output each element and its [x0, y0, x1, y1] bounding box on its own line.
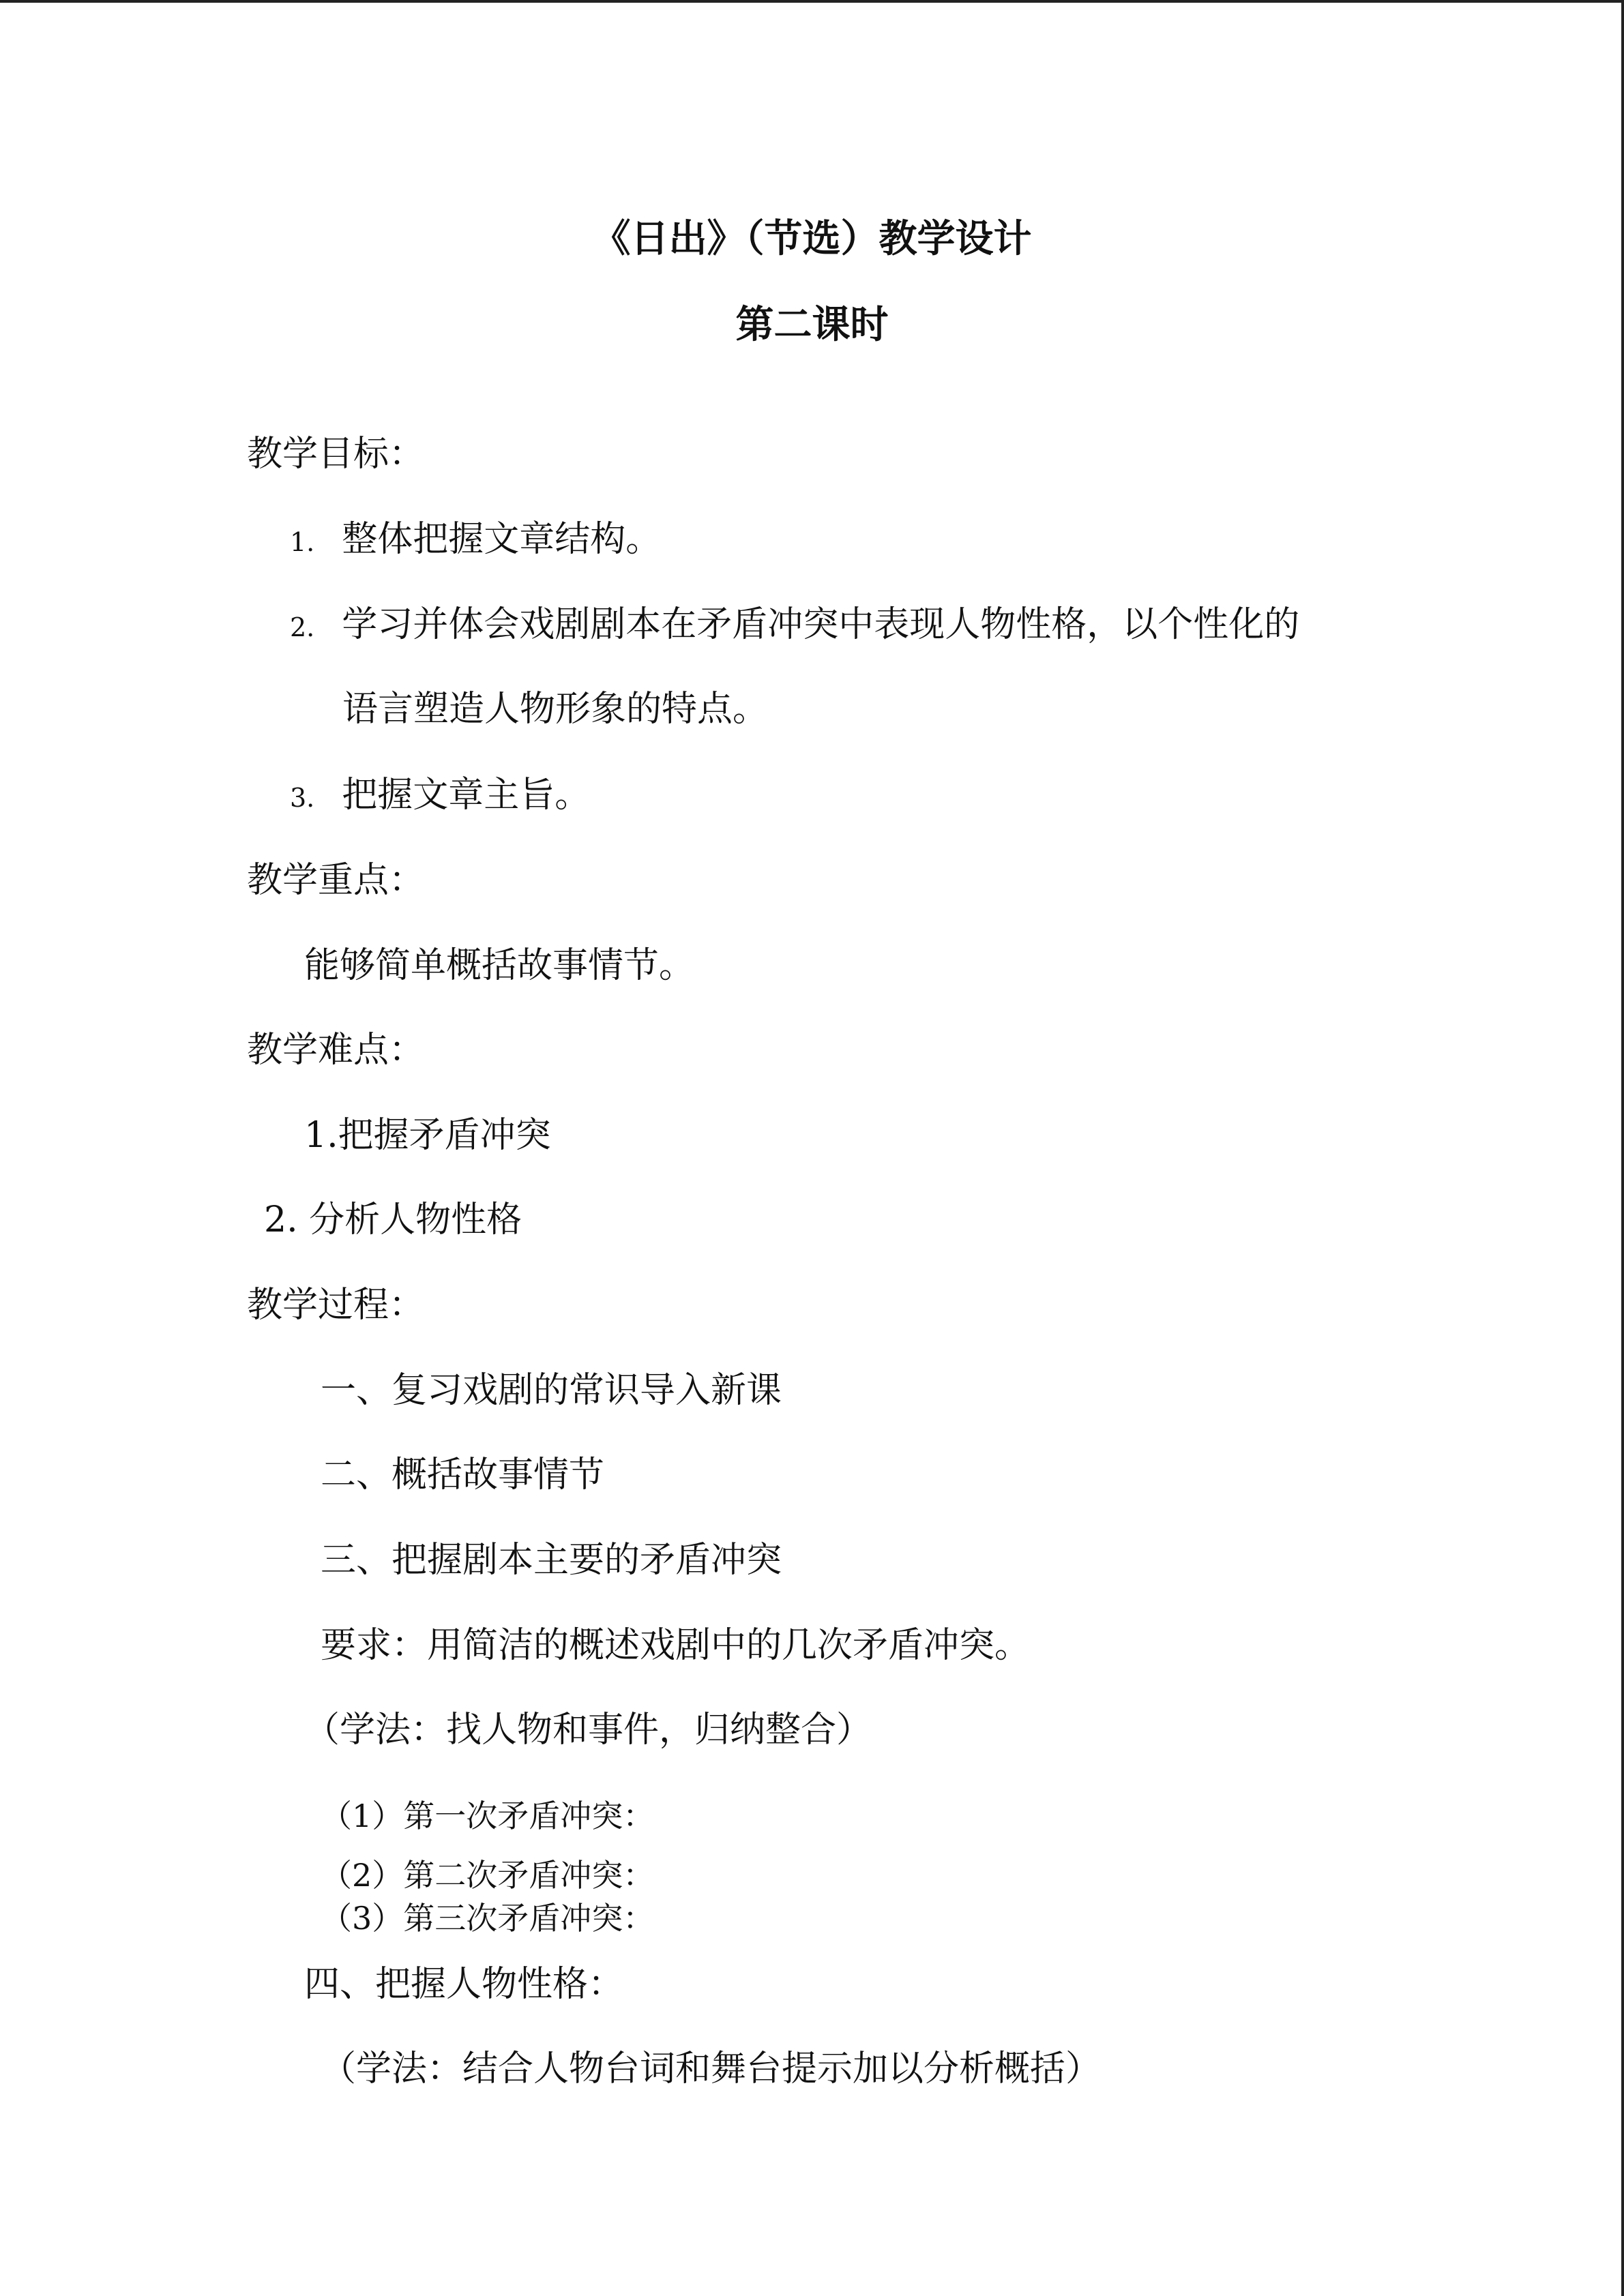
objective-item-2-continued: 语言塑造人物形象的特点。 [342, 689, 769, 730]
objective-item-2 [290, 604, 1300, 645]
conflict-item-2: （2）第二次矛盾冲突： [321, 1857, 655, 1894]
process-requirement: 要求：用简洁的概述戏剧中的几次矛盾冲突。 [321, 1625, 1031, 1666]
document-title: 《日出》（节选）教学设计 [592, 216, 1032, 261]
document-subtitle: 第二课时 [735, 302, 889, 347]
objective-item-3 [290, 775, 591, 816]
process-method-1: （学法：找人物和事件，归纳整合） [304, 1710, 872, 1750]
difficulty-item-2: 2. 分析人物性格 [264, 1199, 522, 1240]
objectives-heading: 教学目标： [247, 434, 425, 475]
process-heading: 教学过程： [247, 1285, 425, 1326]
key-points-heading: 教学重点： [247, 860, 425, 901]
conflict-item-1: （1）第一次矛盾冲突： [321, 1798, 655, 1834]
objective-number: 2. [290, 612, 315, 642]
objective-number: 1. [290, 527, 315, 557]
objective-number: 3. [290, 783, 315, 813]
objective-text: 把握文章主旨。 [342, 775, 591, 816]
page-border-right [1621, 0, 1624, 2296]
process-step-4: 四、把握人物性格： [304, 1964, 624, 2005]
conflict-item-3: （3）第三次矛盾冲突： [321, 1900, 655, 1937]
process-method-2: （学法：结合人物台词和舞台提示加以分析概括） [321, 2048, 1102, 2089]
objective-item-1 [290, 519, 662, 560]
process-step-1: 一、复习戏剧的常识导入新课 [321, 1370, 782, 1411]
difficulties-heading: 教学难点： [247, 1030, 425, 1071]
process-step-2: 二、概括故事情节 [321, 1455, 605, 1495]
difficulty-item-1: 1.把握矛盾冲突 [304, 1115, 551, 1156]
key-points-text: 能够简单概括故事情节。 [304, 945, 695, 986]
process-step-3: 三、把握剧本主要的矛盾冲突 [321, 1540, 782, 1581]
page-border-top [0, 0, 1624, 3]
objective-text: 学习并体会戏剧剧本在矛盾冲突中表现人物性格，以个性化的 [342, 604, 1300, 645]
objective-text: 整体把握文章结构。 [342, 519, 662, 560]
